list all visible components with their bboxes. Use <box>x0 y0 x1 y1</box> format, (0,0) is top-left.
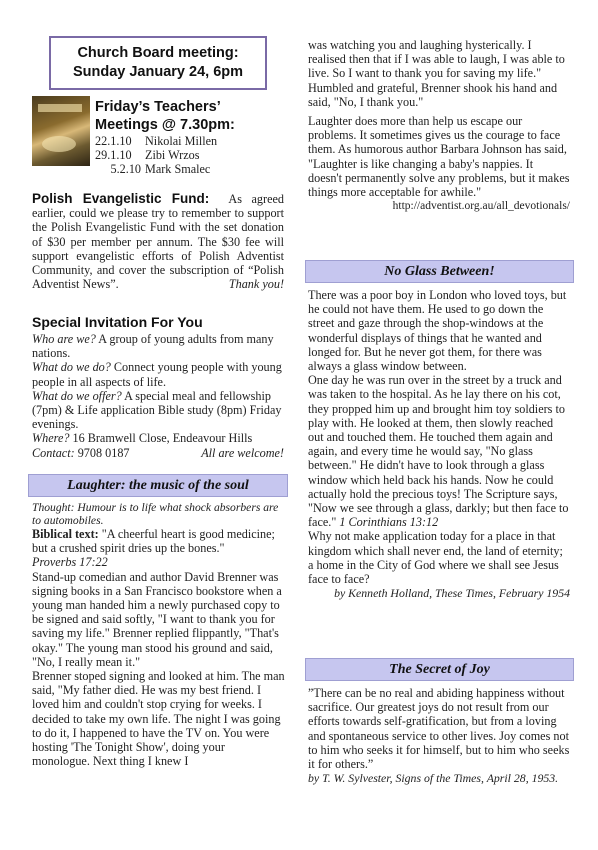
glass-byline: by Kenneth Holland, These Times, February 1954 <box>334 586 570 601</box>
glass-section <box>308 288 570 600</box>
laughter-p1: Stand-up comedian and author David Brenner was signing books in a San Francisco bookstore when a young man handed him a newly purchased copy to be signed and said softly, "I want to thank you for saving my life." Brenner replied flippantly, "That's okay." The young man stood his ground and said, "No, I really mean it." <box>32 569 282 669</box>
laughter-left: Thought: Humour is to life what shock absorbers are to automobiles. Biblical text: "A cheerful heart is good medicine; but a crushed spirit dries up the bones." Proverbs 17:22 Stand-up comedian and author David Brenner was signing books in a San Francisco bookstore when a young man handed him a newly purchased copy to be signed and said softly, "I want to thank you for saving my life." Brenner replied flippantly, "That's okay." The young man stood his ground and said, "No, I really mean it." Brenner stoped signing and looked at him. The man said, "My father died. He was my best friend. I loved him and couldn't stop crying for weeks. I decided to take my own life. The night I was going to do it, I happened to have the TV on. You were hosting 'The Tonight Show', doing your monologue. Next thing I knew I <box>32 501 285 769</box>
teachers-list <box>95 134 285 177</box>
fund-body: As agreed earlier, could we please try to remember to support the Polish Evangelistic Fund with the set donation of $30 per member per annum. The $30 fee will support evangelistic efforts of Polish Adventist Community, and cover the subscription of “Polish Adventist News”. <box>32 192 284 292</box>
teacher-row: 5.2.10 Mark Smalec <box>110 162 211 177</box>
laughter-p4: Humbled and grateful, Brenner shook his hand and said, "No, I thank you." <box>308 80 558 109</box>
fund-title: Polish Evangelistic Fund: <box>32 191 210 206</box>
joy-section <box>308 686 570 785</box>
bible-ref: Proverbs 17:22 <box>32 555 108 570</box>
board-line-1: Church Board meeting: <box>77 45 239 61</box>
joy-byline: by T. W. Sylvester, Signs of the Times, April 28, 1953. <box>308 771 559 786</box>
fund-section <box>32 192 284 292</box>
church-board-box <box>49 36 267 90</box>
invitation-title: Special Invitation For You <box>32 314 203 330</box>
glass-p3: Why not make application today for a place in that kingdom which shall never end, the land of eternity; a home in the City of God where we shall see Jesus face to face? <box>308 529 563 587</box>
laughter-thought: Thought: Humour is to life what shock absorbers are to automobiles. <box>32 501 279 527</box>
glass-banner: No Glass Between! <box>305 260 574 283</box>
glass-p2: One day he was run over in the street by a truck and was taken to the hospital. As he lay there on his cot, they propped him up and brought him toy soldiers to play with. He looked at them, then slowly reached out and touched them. He touched them again and again, and every time he would say, "No glass between." He didn't have to look through a glass window which held back his hands. Now he could actually hold the precious toys! The Scripture says, "Now we see through a glass, darkly; but then face to face." <box>308 373 569 530</box>
teacher-row: 29.1.10 Zibi Wrzos <box>95 148 200 163</box>
fund-thanks: Thank you! <box>228 277 284 292</box>
board-line-2: Sunday January 24, 6pm <box>72 64 244 80</box>
laughter-p3: was watching you and laughing hysterically. I realised then that if I was able to laugh, I was able to live. So I want to thank you for saving my life." <box>308 38 565 81</box>
glass-p1: There was a poor boy in London who loved toys, but he could not have them. He used to go down the street and gaze through the shop-windows at the wonderful displays of things that he wanted and longed for. But he never got them, for there was always a glass window between. <box>308 288 567 374</box>
joy-p1: ”There can be no real and abiding happiness without sacrifice. Our greatest joys do not result from our efforts towards self-gratification, but from a loving and spontaneous service to other lives. Joy comes not to him who seeks it for himself, but to him who seeks it for others.” <box>308 686 570 772</box>
teachers-title: Friday’s Teachers’ Meetings @ 7.30pm: <box>95 99 235 133</box>
laughter-p2: Brenner stoped signing and looked at him. The man said, "My father died. He was my best friend. I loved him and couldn't stop crying for weeks. I decided to take my own life. The night I was going to do it, I happened to have the TV on. You were hosting 'The Tonight Show', doing your monologue. Next thing I knew I <box>32 669 285 769</box>
laughter-p5: Laughter does more than help us escape our problems. It sometimes gives us the courage to face them. As humorous author Barbara Johnson has said, "Laughter is like changing a baby's nappies. It doesn't permanently solve any problems, but it makes things more acceptable for awhile." <box>308 114 570 200</box>
book-cover-image <box>32 96 90 166</box>
glass-ref: 1 Corinthians 13:12 <box>336 515 439 530</box>
laughter-right <box>308 38 570 213</box>
invitation-section: Special Invitation For You Who are we? A group of young adults from many nations. What do we do? Connect young people with young people in all aspects of life. What do we offer? A special meal and fellowship (7pm) & Life application Bible study (8pm) Friday evenings. Where? 16 Bramwell Close, Endeavour Hills Contact: 9708 0187 All are welcome! <box>32 314 284 460</box>
laughter-banner: Laughter: the music of the soul <box>28 474 288 497</box>
laughter-source: http://adventist.org.au/all_devotionals/ <box>392 200 570 213</box>
joy-banner: The Secret of Joy <box>305 658 574 681</box>
teacher-row: 22.1.10 Nikolai Millen <box>95 134 218 148</box>
welcome-text: All are welcome! <box>201 445 284 460</box>
